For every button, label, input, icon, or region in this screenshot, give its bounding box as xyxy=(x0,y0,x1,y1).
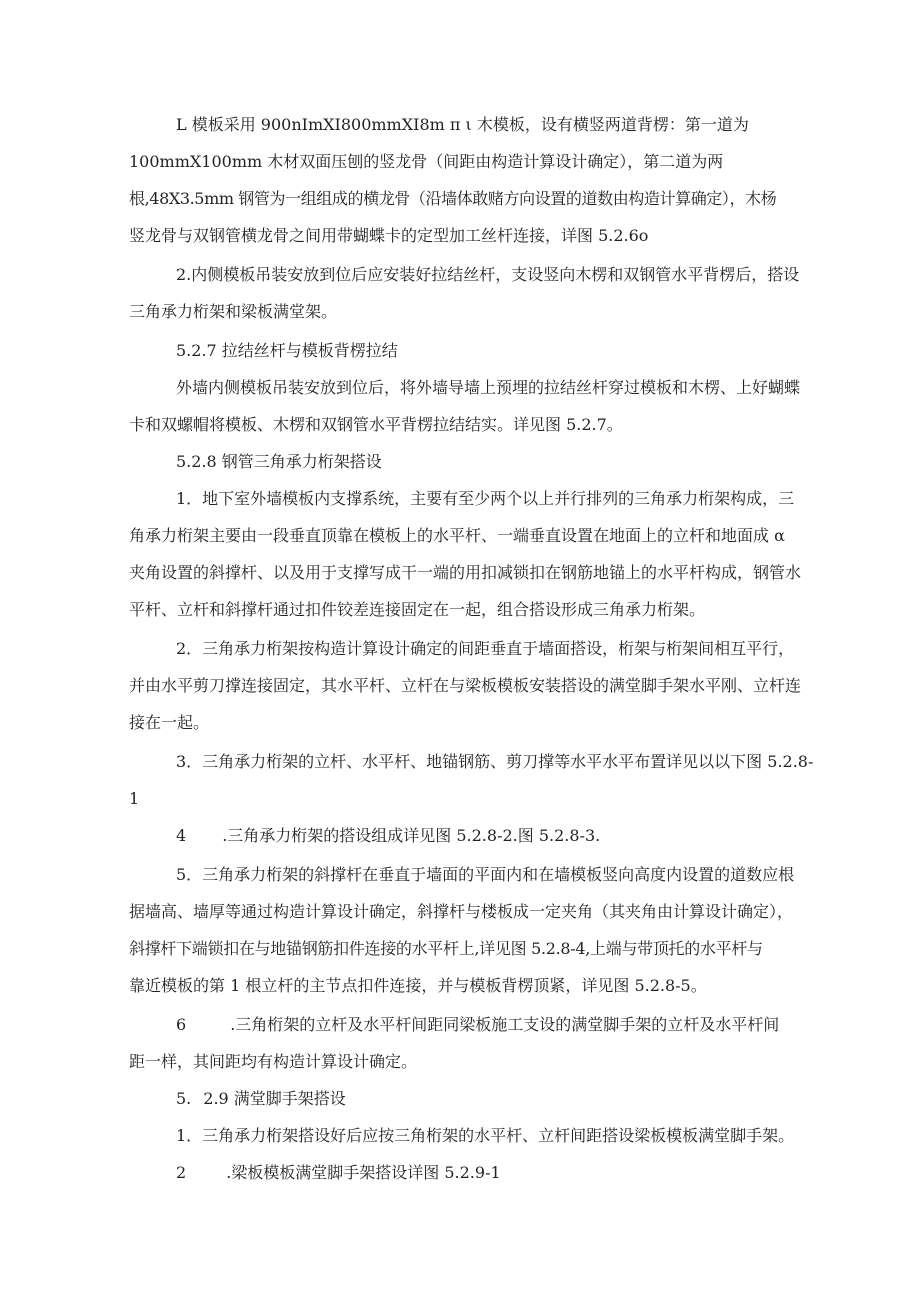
paragraph-line xyxy=(176,1154,501,1191)
paragraph-line: 1 xyxy=(129,789,140,808)
paragraph-line: 3．三角承力桁架的立杆、水平杆、地锚钢筋、剪刀撑等水平水平布置详见以以下图 5.2.8- xyxy=(176,752,814,771)
paragraph-line: 竖龙骨与双钢管横龙骨之间用带蝴蝶卡的定型加工丝杆连接，详图 5.2.6o xyxy=(129,226,649,245)
list-number: 4 xyxy=(176,826,187,845)
list-text: .梁板模板满堂脚手架搭设详图 5.2.9-1 xyxy=(226,1163,501,1182)
paragraph-line xyxy=(176,1006,779,1043)
paragraph-line: 接在一起。 xyxy=(129,713,210,732)
paragraph-line: 1．地下室外墙模板内支撑系统，主要有至少两个以上并行排列的三角承力桁架构成，三 xyxy=(176,489,795,508)
paragraph-line: 平杆、立杆和斜撑杆通过扣件铰差连接固定在一起，组合搭设形成三角承力桁架。 xyxy=(129,600,706,619)
section-heading: 5.2.8 钢管三角承力桁架搭设 xyxy=(176,452,382,471)
heading-number: 5. xyxy=(176,1089,192,1108)
list-text: .三角桁架的立杆及水平杆间距同梁板施工支设的满堂脚手架的立杆及水平杆间 xyxy=(230,1015,780,1034)
paragraph-line: 外墙内侧模板吊装安放到位后，将外墙导墙上预埋的拉结丝杆穿过模板和木楞、上好蝴蝶 xyxy=(176,378,801,397)
paragraph-line: 夹角设置的斜撑杆、以及用于支撑写成干一端的用扣减锁扣在钢筋地锚上的水平杆构成，钢管水 xyxy=(129,563,802,582)
paragraph-line xyxy=(176,817,600,854)
paragraph-line: 三角承力桁架和梁板满堂架。 xyxy=(129,302,338,321)
paragraph-line: 100mmX100mm 木材双面压刨的竖龙骨（间距由构造计算设计确定），第二道为两 xyxy=(129,152,724,171)
list-number: 2 xyxy=(176,1163,187,1182)
heading-text: 2.9 满堂脚手架搭设 xyxy=(203,1089,346,1108)
paragraph-line: 靠近模板的第 1 根立杆的主节点扣件连接，并与模板背楞顶紧，详见图 5.2.8-5。 xyxy=(129,976,707,995)
paragraph-line: 2．三角承力桁架按构造计算设计确定的间距垂直于墙面搭设，桁架与桁架间相互平行， xyxy=(176,639,795,658)
section-heading: 5.2.7 拉结丝杆与模板背楞拉结 xyxy=(176,341,398,360)
list-text: .三角承力桁架的搭设组成详见图 5.2.8-2.图 5.2.8-3. xyxy=(222,826,601,845)
paragraph-line: 并由水平剪刀撑连接固定，其水平杆、立杆在与梁板模板安装搭设的满堂脚手架水平刚、立杆连 xyxy=(129,676,802,695)
paragraph-line: 5．三角承力桁架的斜撑杆在垂直于墙面的平面内和在墙模板竖向高度内设置的道数应根 xyxy=(176,865,795,884)
paragraph-line: 据墙高、墙厚等通过构造计算设计确定，斜撑杆与楼板成一定夹角（其夹角由计算设计确定）， xyxy=(129,902,794,921)
paragraph-line: 角承力桁架主要由一段垂直顶靠在模板上的水平杆、一端垂直设置在地面上的立杆和地面成 α xyxy=(129,526,785,545)
paragraph-line: 1．三角承力桁架搭设好后应按三角桁架的水平杆、立杆间距搭设梁板模板满堂脚手架。 xyxy=(176,1126,795,1145)
paragraph-line: 距一样，其间距均有构造计算设计确定。 xyxy=(129,1052,418,1071)
paragraph-line: 2.内侧模板吊装安放到位后应安装好拉结丝杆，支设竖向木楞和双钢管水平背楞后，搭设 xyxy=(176,265,800,284)
list-number: 6 xyxy=(176,1015,187,1034)
paragraph-line: L 模板采用 900nImXI800mmXI8m π ι 木模板，设有横竖两道背楞：第一道为 xyxy=(176,115,749,134)
paragraph-line: 卡和双螺帽将模板、木楞和双钢管水平背楞拉结结实。详见图 5.2.7。 xyxy=(129,415,623,434)
paragraph-line: 根,48X3.5mm 钢管为一组组成的横龙骨（沿墙体敢赌方向设置的道数由构造计算确定），木杨 xyxy=(129,189,777,208)
paragraph-line: 斜撑杆下端锁扣在与地锚钢筋扣件连接的水平杆上,详见图 5.2.8-4,上端与带顶托的水平杆与 xyxy=(129,939,763,958)
section-heading xyxy=(176,1080,346,1117)
